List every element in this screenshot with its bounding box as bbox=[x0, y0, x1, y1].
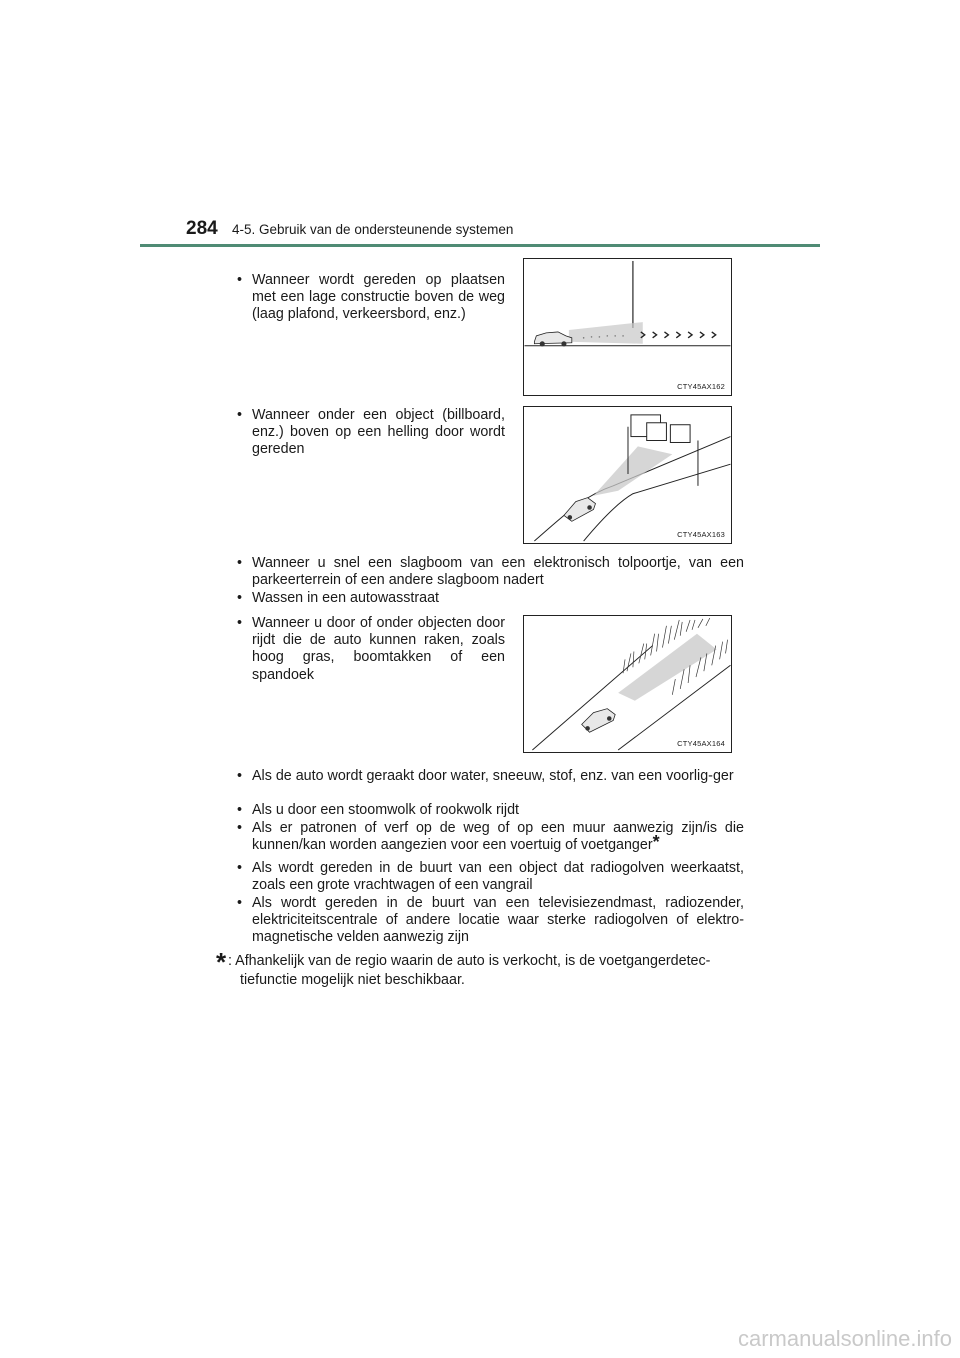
bullet-dot: • bbox=[237, 615, 243, 631]
bullet-low-structure bbox=[228, 272, 505, 324]
car-icon bbox=[564, 498, 596, 522]
footnote-line-1: : Afhankelijk van de regio waarin de auto is verkocht, is de voetgangerdetec- bbox=[228, 953, 711, 969]
bullet-toll-gate bbox=[228, 555, 744, 589]
figure-low-ceiling bbox=[523, 258, 732, 396]
bullet-text: Als de auto wordt geraakt door water, sneeuw, stof, enz. van een voorlig-ger bbox=[252, 768, 734, 784]
figure-tall-grass bbox=[523, 615, 732, 753]
header-divider bbox=[140, 244, 820, 247]
bullet-steam-smoke bbox=[228, 802, 744, 819]
car-icon bbox=[582, 709, 616, 733]
slope-billboard-illustration bbox=[524, 407, 731, 543]
bullet-car-wash bbox=[228, 590, 744, 607]
low-ceiling-illustration bbox=[524, 259, 731, 395]
footnote-marker: * bbox=[652, 832, 660, 853]
bullet-water-spray bbox=[228, 768, 744, 785]
figure-code: CTY45AX164 bbox=[677, 739, 725, 748]
section-title: 4-5. Gebruik van de ondersteunende systemen bbox=[232, 222, 514, 237]
bullet-text: Wanneer wordt gereden op plaatsen met een lage constructie boven de weg (laag plafond, verkeersbord, enz.) bbox=[252, 272, 505, 323]
car-icon bbox=[534, 332, 571, 346]
bullet-dot: • bbox=[237, 590, 243, 606]
figure-slope-billboard bbox=[523, 406, 732, 544]
figure-code: CTY45AX162 bbox=[677, 382, 725, 391]
bullet-slope-billboard bbox=[228, 407, 505, 459]
bullet-dot: • bbox=[237, 895, 243, 911]
bullet-text: Wanneer u snel een slagboom van een elektronisch tolpoortje, van een parkeerterrein of een andere slagboom nadert bbox=[252, 555, 744, 589]
bullet-text: Als u door een stoomwolk of rookwolk rijdt bbox=[252, 802, 519, 818]
bullet-text: Als er patronen of verf op de weg of op een muur aanwezig zijn/is die kunnen/kan worden aangezien voor een voertuig of voetganger bbox=[252, 820, 744, 854]
bullet-dot: • bbox=[237, 820, 243, 836]
bullet-radio-interference bbox=[228, 895, 744, 947]
bullet-dot: • bbox=[237, 802, 243, 818]
figure-code: CTY45AX163 bbox=[677, 530, 725, 539]
watermark: carmanualsonline.info bbox=[737, 1326, 952, 1351]
bullet-dot: • bbox=[237, 860, 243, 876]
footnote bbox=[216, 947, 744, 990]
bullet-dot: • bbox=[237, 407, 243, 423]
bullet-road-patterns bbox=[228, 820, 744, 854]
bullet-radio-reflect bbox=[228, 860, 744, 894]
bullet-tall-grass bbox=[228, 615, 505, 684]
page-number: 284 bbox=[186, 218, 218, 239]
bullet-dot: • bbox=[237, 768, 243, 784]
bullet-dot: • bbox=[237, 555, 243, 571]
bullet-dot: • bbox=[237, 272, 243, 288]
bullet-text: Wanneer onder een object (billboard, enz.) boven op een helling door wordt gereden bbox=[252, 407, 505, 458]
bullet-text: Wassen in een autowasstraat bbox=[252, 590, 440, 606]
bullet-text: Wanneer u door of onder objecten door rijdt die de auto kunnen raken, zoals hoog gras, boomtakken of een spandoek bbox=[252, 615, 505, 683]
tall-grass-illustration bbox=[524, 616, 731, 752]
bullet-text: Als wordt gereden in de buurt van een object dat radiogolven weerkaatst, zoals een grote vrachtwagen of een vangrail bbox=[252, 860, 744, 894]
bullet-text: Als wordt gereden in de buurt van een televisiezendmast, radiozender, elektriciteitscentrale of andere locatie waar sterke radiogolven of elektro-magnetische velden aanwezig zijn bbox=[252, 895, 744, 946]
footnote-line-2: tiefunctie mogelijk niet beschikbaar. bbox=[240, 972, 465, 988]
footnote-star: * bbox=[216, 947, 227, 977]
billboard-icon bbox=[631, 415, 690, 443]
